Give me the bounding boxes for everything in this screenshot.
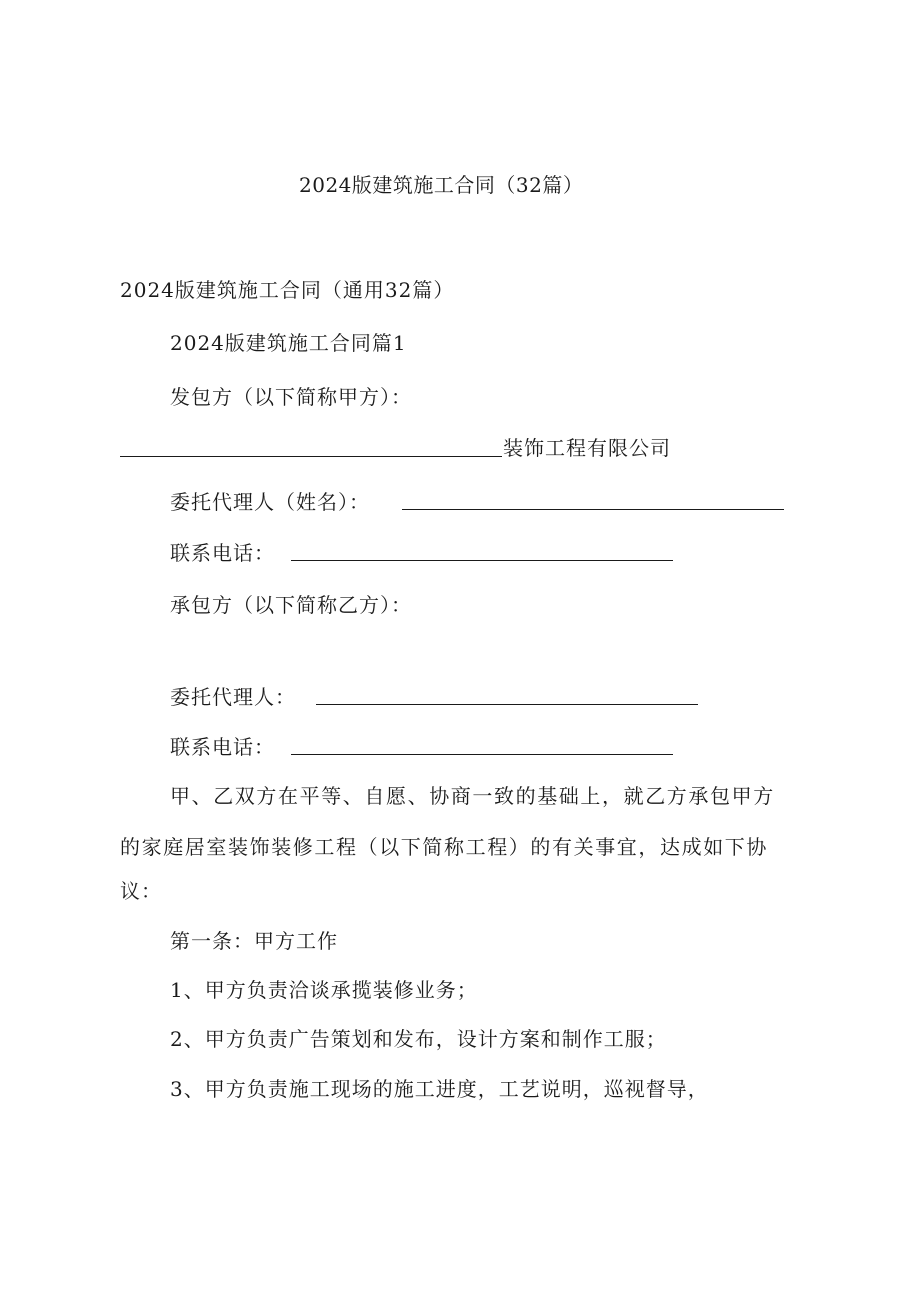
agent-blank-b: [316, 704, 698, 705]
intro-paragraph-line-3: 议：: [120, 879, 162, 903]
phone-label-a: 联系电话：: [170, 541, 275, 565]
document-subtitle: 2024版建筑施工合同（通用32篇）: [120, 278, 455, 302]
agent-name-blank: [402, 509, 784, 510]
phone-label-b: 联系电话：: [170, 735, 275, 759]
company-suffix: 装饰工程有限公司: [503, 436, 671, 460]
article-1-item-2: 2、甲方负责广告策划和发布，设计方案和制作工服；: [170, 1027, 667, 1051]
document-title: 2024版建筑施工合同（32篇）: [299, 173, 584, 197]
article-1-item-3: 3、甲方负责施工现场的施工进度，工艺说明，巡视督导，: [170, 1077, 709, 1101]
agent-label-b: 委托代理人：: [170, 685, 296, 709]
party-a-label: 发包方（以下简称甲方）：: [170, 385, 412, 409]
party-b-label: 承包方（以下简称乙方）：: [170, 593, 412, 617]
company-name-blank: [120, 456, 502, 457]
article-1-item-1: 1、甲方负责洽谈承揽装修业务；: [170, 978, 478, 1002]
agent-name-label: 委托代理人（姓名）：: [170, 490, 370, 514]
intro-paragraph-line-2: 的家庭居室装饰装修工程（以下简称工程）的有关事宜，达成如下协: [120, 835, 768, 859]
section-heading: 2024版建筑施工合同篇1: [170, 331, 407, 355]
phone-blank-a: [291, 560, 673, 561]
article-1-heading: 第一条：甲方工作: [170, 929, 338, 953]
intro-paragraph-line-1: 甲、乙双方在平等、自愿、协商一致的基础上，就乙方承包甲方: [170, 784, 775, 808]
phone-blank-b: [291, 754, 673, 755]
